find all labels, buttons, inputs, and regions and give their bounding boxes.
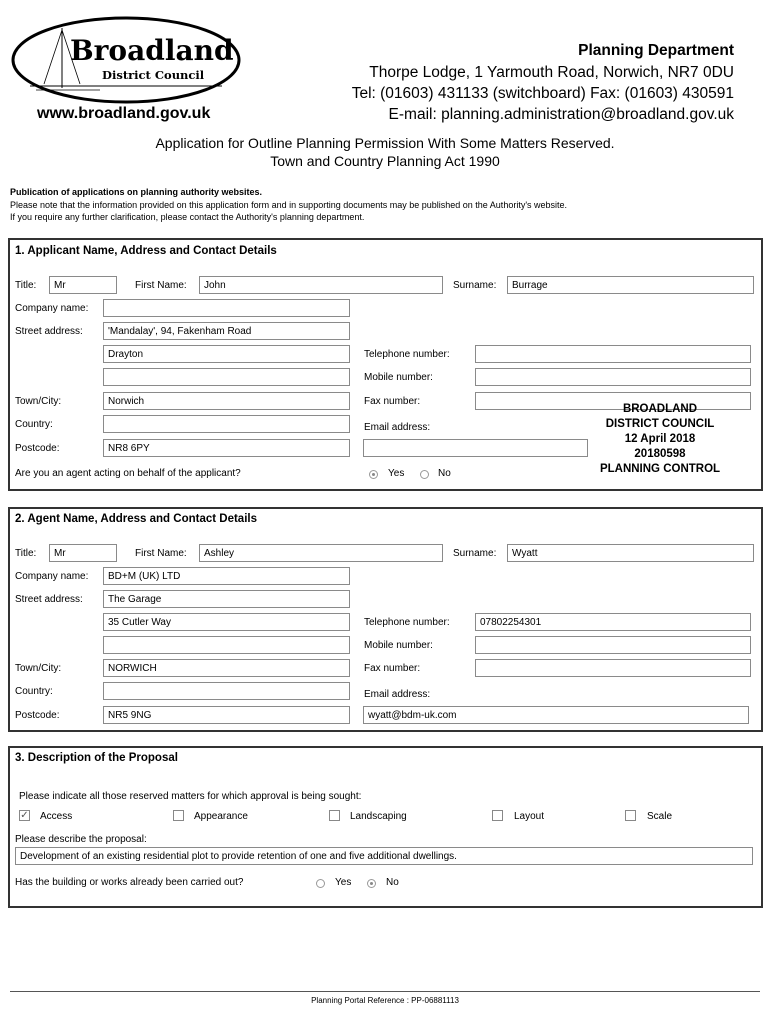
department-phone: Tel: (01603) 431133 (switchboard) Fax: (01603) 430591 <box>351 85 734 102</box>
department-email: E-mail: planning.administration@broadland.gov.uk <box>388 106 734 123</box>
first-name-label: First Name: <box>135 280 187 291</box>
footer-divider <box>10 991 760 992</box>
access-label: Access <box>40 811 73 822</box>
agent-company-label: Company name: <box>15 571 89 582</box>
received-stamp <box>585 402 735 477</box>
stamp-line-2: DISTRICT COUNCIL <box>605 418 715 430</box>
agent-title-field[interactable]: Mr <box>49 544 117 562</box>
notice-text-2: If you require any further clarification, please contact the Authority's planning department. <box>10 212 365 222</box>
form-title: Application for Outline Planning Permission With Some Matters Reserved. <box>155 135 615 151</box>
works-question: Has the building or works already been carried out? <box>15 877 244 888</box>
postcode-label: Postcode: <box>15 443 60 454</box>
agent-street1-field[interactable]: The Garage <box>103 590 350 608</box>
applicant-first-name-field[interactable]: John <box>199 276 443 294</box>
appearance-label: Appearance <box>194 811 248 822</box>
street-label: Street address: <box>15 326 83 337</box>
applicant-street3-field[interactable] <box>103 368 350 386</box>
logo-main-text: Broadland <box>70 34 234 67</box>
portal-reference: Planning Portal Reference : PP-06881113 <box>311 996 459 1005</box>
access-checkbox[interactable]: ✓ <box>20 810 29 821</box>
landscaping-label: Landscaping <box>350 811 407 822</box>
agent-question-label: Are you an agent acting on behalf of the applicant? <box>15 468 241 479</box>
applicant-town-field[interactable]: Norwich <box>103 392 350 410</box>
agent-mobile-field[interactable] <box>475 636 751 654</box>
proposal-description-field[interactable]: Development of an existing residential plot to provide retention of one and five additional dwellings. <box>15 847 753 865</box>
mobile-label: Mobile number: <box>364 372 433 383</box>
layout-label: Layout <box>514 811 545 822</box>
company-label: Company name: <box>15 303 89 314</box>
agent-telephone-field[interactable]: 07802254301 <box>475 613 751 631</box>
notice-text-1: Please note that the information provided on this application form and in supporting documents may be published on the Authority's website. <box>10 200 568 210</box>
agent-mobile-label: Mobile number: <box>364 640 433 651</box>
country-label: Country: <box>15 419 53 430</box>
applicant-mobile-field[interactable] <box>475 368 751 386</box>
stamp-line-5: PLANNING CONTROL <box>599 463 721 475</box>
agent-fax-label: Fax number: <box>364 663 421 674</box>
title-label: Title: <box>15 280 37 291</box>
agent-company-field[interactable]: BD+M (UK) LTD <box>103 567 350 585</box>
town-label: Town/City: <box>15 396 62 407</box>
department-address: Thorpe Lodge, 1 Yarmouth Road, Norwich, NR7 0DU <box>369 64 734 81</box>
applicant-email-field[interactable] <box>363 439 588 457</box>
applicant-postcode-field[interactable]: NR8 6PY <box>103 439 350 457</box>
reserved-matters-prompt: Please indicate all those reserved matters for which approval is being sought: <box>19 791 362 802</box>
agent-email-label: Email address: <box>364 689 431 700</box>
agent-email-field[interactable]: wyatt@bdm-uk.com <box>363 706 749 724</box>
agent-postcode-field[interactable]: NR5 9NG <box>103 706 350 724</box>
agent-first-name-label: First Name: <box>135 548 187 559</box>
applicant-title-field[interactable]: Mr <box>49 276 117 294</box>
stamp-line-4: 20180598 <box>634 448 686 460</box>
agent-town-field[interactable]: NORWICH <box>103 659 350 677</box>
email-label: Email address: <box>364 422 431 433</box>
agent-title-label: Title: <box>15 548 37 559</box>
agent-surname-field[interactable]: Wyatt <box>507 544 754 562</box>
stamp-line-3: 12 April 2018 <box>624 433 696 445</box>
describe-prompt: Please describe the proposal: <box>15 834 147 845</box>
telephone-label: Telephone number: <box>364 349 450 360</box>
agent-no-radio[interactable] <box>420 470 429 479</box>
layout-checkbox[interactable] <box>492 810 503 821</box>
department-name: Planning Department <box>578 42 734 59</box>
agent-street-label: Street address: <box>15 594 83 605</box>
agent-fax-field[interactable] <box>475 659 751 677</box>
works-no-radio[interactable] <box>367 879 376 888</box>
applicant-telephone-field[interactable] <box>475 345 751 363</box>
stamp-line-1: BROADLAND <box>622 403 698 415</box>
applicant-surname-field[interactable]: Burrage <box>507 276 754 294</box>
appearance-checkbox[interactable] <box>173 810 184 821</box>
agent-street3-field[interactable] <box>103 636 350 654</box>
agent-town-label: Town/City: <box>15 663 62 674</box>
agent-no-label: No <box>438 468 451 479</box>
agent-section-title: 2. Agent Name, Address and Contact Details <box>15 513 257 525</box>
form-subtitle: Town and Country Planning Act 1990 <box>270 153 500 169</box>
agent-surname-label: Surname: <box>453 548 497 559</box>
applicant-street2-field[interactable]: Drayton <box>103 345 350 363</box>
fax-label: Fax number: <box>364 396 421 407</box>
logo-sub-text: District Council <box>102 68 205 82</box>
agent-yes-label: Yes <box>388 468 405 479</box>
agent-telephone-label: Telephone number: <box>364 617 450 628</box>
website-link[interactable]: www.broadland.gov.uk <box>37 105 211 122</box>
works-yes-label: Yes <box>335 877 352 888</box>
notice-heading: Publication of applications on planning authority websites. <box>10 187 263 197</box>
agent-postcode-label: Postcode: <box>15 710 60 721</box>
scale-checkbox[interactable] <box>625 810 636 821</box>
agent-country-field[interactable] <box>103 682 350 700</box>
proposal-section-title: 3. Description of the Proposal <box>15 752 178 764</box>
agent-street2-field[interactable]: 35 Cutler Way <box>103 613 350 631</box>
applicant-street1-field[interactable]: 'Mandalay', 94, Fakenham Road <box>103 322 350 340</box>
scale-label: Scale <box>647 811 673 822</box>
works-no-label: No <box>386 877 399 888</box>
agent-yes-radio[interactable] <box>369 470 378 479</box>
applicant-country-field[interactable] <box>103 415 350 433</box>
landscaping-checkbox[interactable] <box>329 810 340 821</box>
applicant-company-field[interactable] <box>103 299 350 317</box>
surname-label: Surname: <box>453 280 497 291</box>
agent-country-label: Country: <box>15 686 53 697</box>
applicant-section-title: 1. Applicant Name, Address and Contact Details <box>15 245 277 257</box>
agent-first-name-field[interactable]: Ashley <box>199 544 443 562</box>
council-logo <box>10 14 242 106</box>
works-yes-radio[interactable] <box>316 879 325 888</box>
